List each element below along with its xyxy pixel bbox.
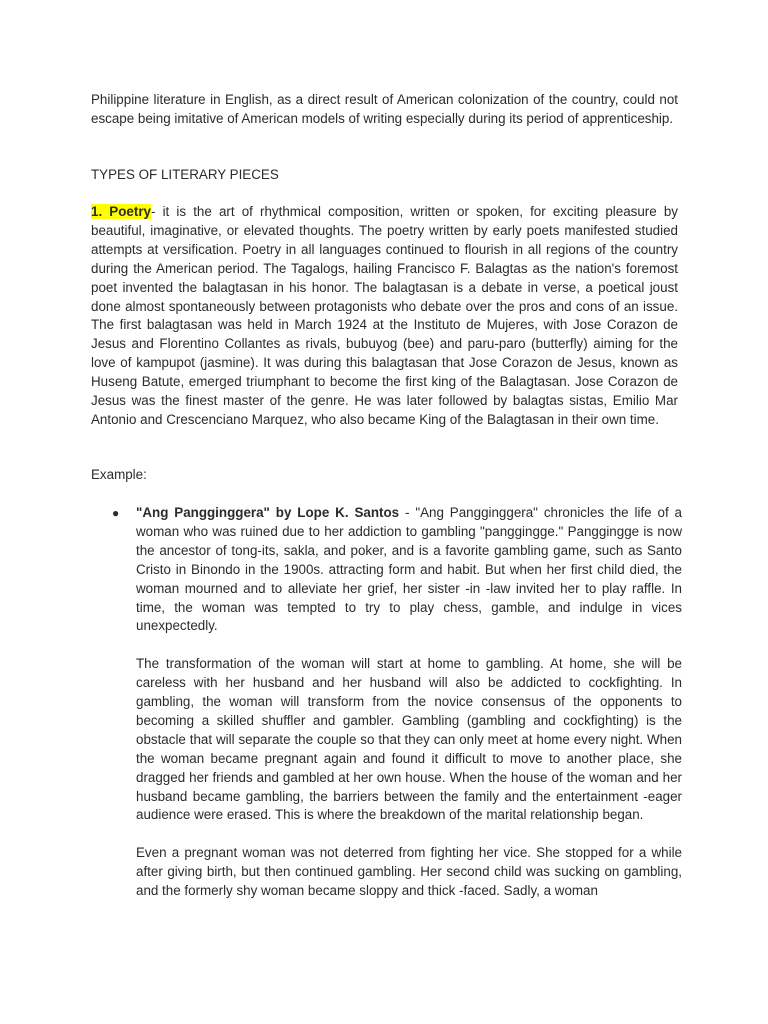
example-first-paragraph — [136, 504, 682, 636]
example-title: "Ang Pangginggera" by Lope K. Santos — [136, 505, 400, 520]
poetry-separator: - — [150, 204, 163, 219]
bullet-icon: ● — [112, 506, 120, 520]
poetry-label: 1. Poetry — [91, 204, 151, 219]
list-item — [112, 504, 682, 901]
example-description: - "Ang Pangginggera" chronicles the life of a woman who was ruined due to her addiction to gambling "panggingge." Panggingge is now the ancestor of tong-its, sakla, and poker, and is a favorite gambling game, such as Santo Cristo in Binondo in the 1900s. attracting form and habit. But when her first child died, the woman mourned and to alleviate her grief, her sister -in -law invited her to play raffle. In time, the woman was tempted to try to play chess, gamble, and indulge in vices unexpectedly. — [136, 505, 682, 634]
example-second-paragraph: The transformation of the woman will start at home to gambling. At home, she will be careless with her husband and her husband will also be addicted to cockfighting. In gambling, the woman will transform from the novice consensus of the opponents to becoming a skilled shuffler and gambler. Gambling (gambling and cockfighting) is the obstacle that will separate the couple so that they can only meet at home every night. When the woman became pregnant again and found it difficult to move to another place, she dragged her friends and gambled at her own house. When the house of the woman and her husband became gambling, the barriers between the family and the entertainment -eager audience were erased. This is where the breakdown of the marital relationship began. — [136, 656, 682, 823]
poetry-paragraph — [91, 203, 678, 430]
section-heading: TYPES OF LITERARY PIECES — [91, 167, 279, 182]
example-label: Example: — [91, 467, 147, 482]
example-list — [112, 504, 682, 920]
intro-paragraph: Philippine literature in English, as a direct result of American colonization of the country, could not escape being imitative of American models of writing especially during its period of apprenticeship. — [91, 92, 678, 126]
poetry-text: it is the art of rhythmical composition, written or spoken, for exciting pleasure by beautiful, imaginative, or elevated thoughts. The poetry written by early poets manifested studied attempts at versification. Poetry in all languages continued to flourish in all regions of the country during the American period. The Tagalogs, hailing Francisco F. Balagtas as the nation's foremost poet invented the balagtasan in his honor. The balagtasan is a debate in verse, a poetical joust done almost spontaneously between protagonists who debate over the pros and cons of an issue. The first balagtasan was held in March 1924 at the Instituto de Mujeres, with Jose Corazon de Jesus and Florentino Collantes as rivals, bubuyog (bee) and paru-paro (butterfly) aiming for the love of kampupot (jasmine). It was during this balagtasan that Jose Corazon de Jesus, known as Huseng Batute, emerged triumphant to become the first king of the Balagtasan. Jose Corazon de Jesus was the finest master of the genre. He was later followed by balagtas sistas, Emilio Mar Antonio and Crescenciano Marquez, who also became King of the Balagtasan in their own time. — [91, 204, 678, 427]
example-third-paragraph: Even a pregnant woman was not deterred from fighting her vice. She stopped for a while after giving birth, but then continued gambling. Her second child was sucking on gambling, and the formerly shy woman became sloppy and thick -faced. Sadly, a woman — [136, 845, 682, 899]
